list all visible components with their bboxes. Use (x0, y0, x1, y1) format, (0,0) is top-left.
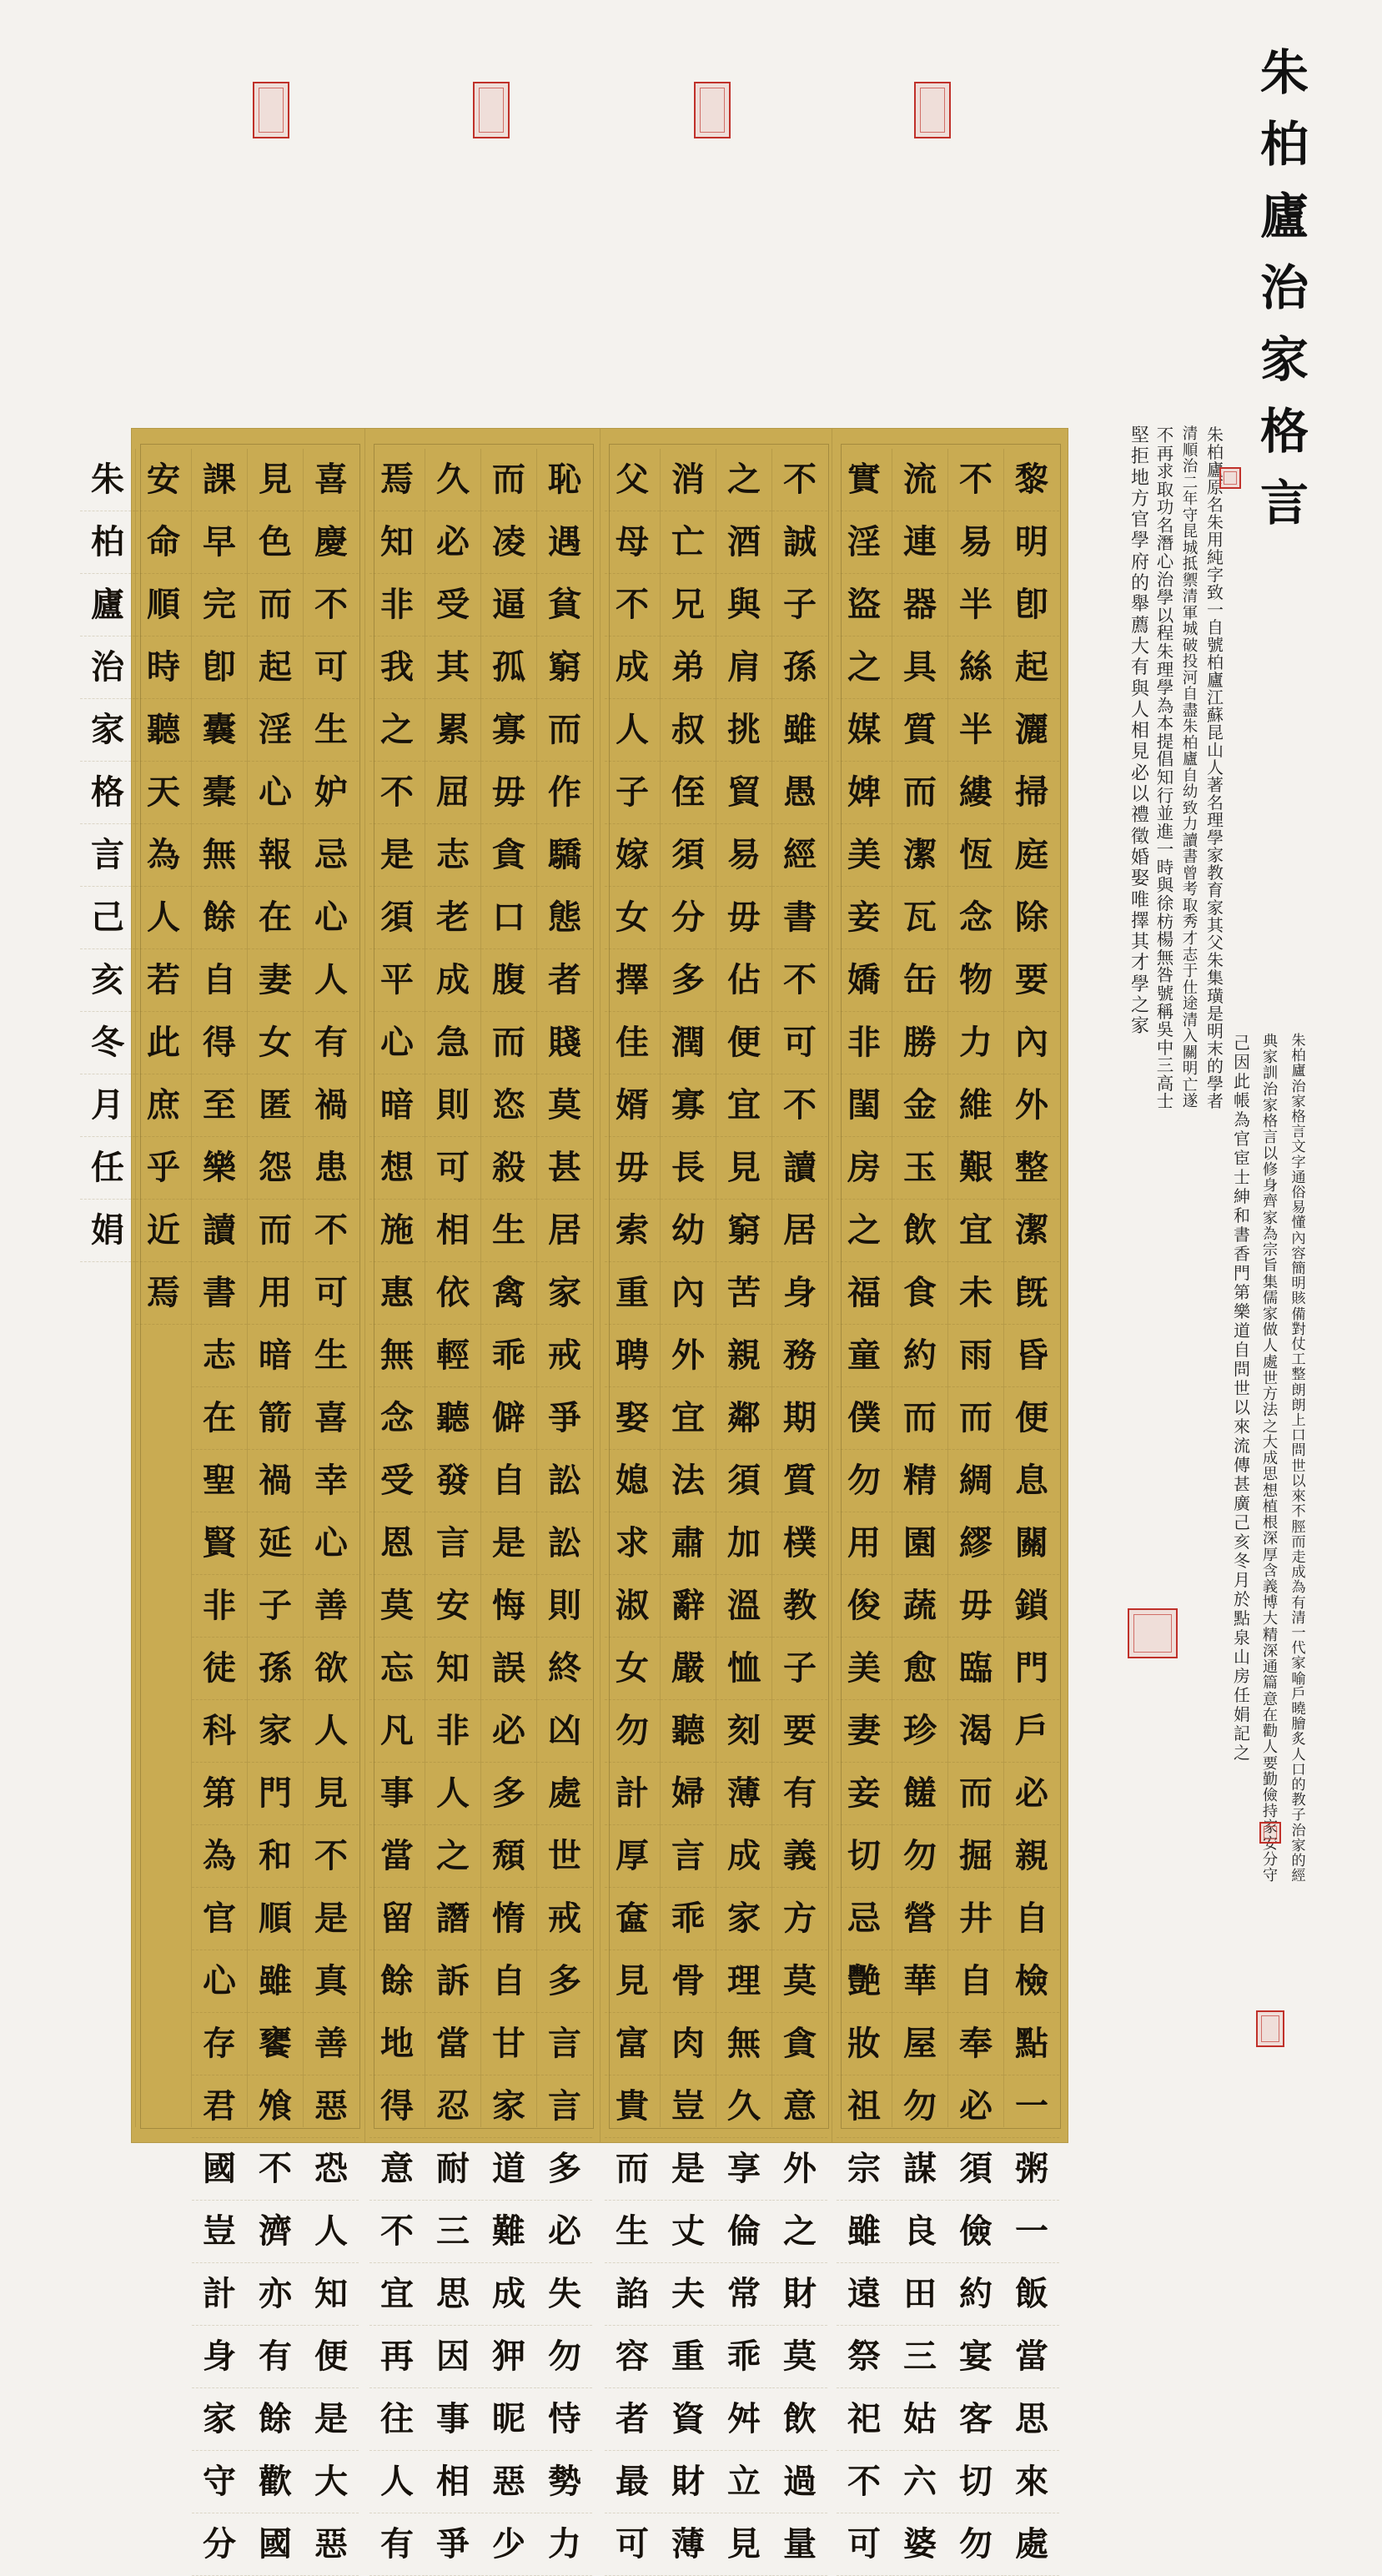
text-column: 見 色 而 起 淫 心 報 在 妻 女 匿 怨 而 用 暗 箭 禍 延 子 孫 家 門 和 順 雖 饔 飧 不 濟 亦 有 餘 歡 國 (247, 449, 303, 2127)
calligraphy-panel-1 (832, 429, 1068, 2563)
calligraphy-panel-2 (601, 429, 836, 2563)
note-column: 不 再 求 取 功 名 潛 心 治 學 以 程 朱 理 學 為 本 提 倡 知 行 並 進 一 時 與 徐 枋 楊 無 咎 號 稱 吳 中 三 高 士 (1156, 425, 1174, 1112)
text-column: 喜 慶 不 可 生 妒 忌 心 人 有 禍 患 不 可 生 喜 幸 心 善 欲 人 見 不 是 真 善 惡 恐 人 知 便 是 大 惡 (303, 449, 359, 2127)
text-column: 父 母 不 成 人 子 嫁 女 擇 佳 婿 毋 索 重 聘 娶 媳 求 淑 女 勿 計 厚 奩 見 富 貴 而 生 諂 容 者 最 可 (605, 449, 660, 2127)
seal-small-top (1219, 467, 1241, 489)
text-column: 流 連 器 具 質 而 潔 瓦 缶 勝 金 玉 飲 食 約 而 精 園 蔬 愈 珍 饈 勿 營 華 屋 勿 謀 良 田 三 姑 六 婆 (892, 449, 947, 2127)
text-column: 恥 遇 貧 窮 而 作 驕 態 者 賤 莫 甚 居 家 戒 爭 訟 訟 則 終 凶 處 世 戒 多 言 言 多 必 失 勿 恃 勢 力 (536, 449, 592, 2127)
text-column: 課 早 完 卽 囊 橐 無 餘 自 得 至 樂 讀 書 志 在 聖 賢 非 徒 科 第 為 官 心 存 君 國 豈 計 身 家 守 分 (191, 449, 247, 2127)
note-column: 典 家 訓 治 家 格 言 以 修 身 齊 家 為 宗 旨 集 儒 家 做 人 處 世 方 法 之 大 成 思 想 植 根 深 厚 含 義 博 大 精 深 通 篇 意 在 勸 人 要 勤 儉 持 家 安 分 守 (1262, 1033, 1279, 1885)
seal-stamp-3 (694, 82, 731, 138)
text-column: 朱 柏 廬 治 家 格 言 己 亥 冬 月 任 娟 (80, 449, 135, 2127)
text-column: 久 必 受 其 累 屈 志 老 成 急 則 可 相 依 輕 聽 發 言 安 知 非 人 之 譖 訴 當 忍 耐 三 思 因 事 相 爭 (425, 449, 480, 2127)
text-column: 焉 知 非 我 之 不 是 須 平 心 暗 想 施 惠 無 念 受 恩 莫 忘 凡 事 當 留 餘 地 得 意 不 宜 再 往 人 有 (369, 449, 425, 2127)
seal-stamp-1 (253, 82, 289, 138)
note-column: 朱 柏 廬 原 名 朱 用 純 字 致 一 自 號 柏 廬 江 蘇 昆 山 人 著 名 理 學 家 教 育 家 其 父 朱 集 璜 是 明 末 的 學 者 (1207, 425, 1224, 1111)
seal-square-middle (1128, 1608, 1178, 1658)
text-column: 不 易 半 絲 半 縷 恆 念 物 力 維 艱 宜 未 雨 而 綢 繆 毋 臨 渴 而 掘 井 自 奉 必 須 儉 約 宴 客 切 勿 (947, 449, 1003, 2127)
note-column: 己 因 此 帳 為 官 宦 士 紳 和 書 香 門 第 樂 道 自 問 世 以 來 流 傳 甚 廣 己 亥 冬 月 於 點 泉 山 房 任 娟 記 之 (1234, 1033, 1250, 1763)
calligraphy-panel-4 (91, 429, 367, 2563)
page-title: 朱 柏 廬 治 家 格 言 (1259, 44, 1309, 531)
text-column: 消 亡 兄 弟 叔 侄 須 分 多 潤 寡 長 幼 內 外 宜 法 肅 辭 嚴 聽 婦 言 乖 骨 肉 豈 是 丈 夫 重 資 財 薄 (660, 449, 716, 2127)
text-column: 之 酒 與 肩 挑 貿 易 毋 佔 便 宜 見 窮 苦 親 鄰 須 加 溫 恤 刻 薄 成 家 理 無 久 享 倫 常 乖 舛 立 見 (716, 449, 771, 2127)
seal-square-bottom (1256, 2010, 1284, 2047)
note-column: 朱 柏 廬 治 家 格 言 文 字 通 俗 易 懂 內 容 簡 明 賅 備 對 仗 工 整 朗 朗 上 口 問 世 以 來 不 脛 而 走 成 為 有 清 一 代 家 喻 戶 曉 膾 炙 人 口 的 教 子 治 家 的 經 (1291, 1033, 1306, 1885)
text-column: 而 凌 逼 孤 寡 毋 貪 口 腹 而 恣 殺 生 禽 乖 僻 自 是 悔 誤 必 多 頹 惰 自 甘 家 道 難 成 狎 昵 惡 少 (480, 449, 536, 2127)
note-column: 堅 拒 地 方 官 學 府 的 舉 薦 大 有 與 人 相 見 必 以 禮 徵 婚 娶 唯 擇 其 才 學 之 家 (1130, 425, 1149, 1038)
seal-stamp-4 (914, 82, 951, 138)
text-column: 黎 明 卽 起 灑 掃 庭 除 要 內 外 整 潔 旣 昏 便 息 關 鎖 門 戶 必 親 自 檢 點 一 粥 一 飯 當 思 來 處 (1003, 449, 1059, 2127)
text-column: 安 命 順 時 聽 天 為 人 若 此 庶 乎 近 焉 (135, 449, 191, 2127)
text-column: 不 誠 子 孫 雖 愚 經 書 不 可 不 讀 居 身 務 期 質 樸 教 子 要 有 義 方 莫 貪 意 外 之 財 莫 飲 過 量 (771, 449, 827, 2127)
text-column: 實 淫 盜 之 媒 婢 美 妾 嬌 非 閨 房 之 福 童 僕 勿 用 俊 美 妻 妾 切 忌 艷 妝 祖 宗 雖 遠 祭 祀 不 可 (837, 449, 892, 2127)
biography-note (1128, 427, 1228, 1111)
calligraphy-panel-3 (365, 429, 601, 2563)
note-column: 清 順 治 二 年 守 昆 城 抵 禦 清 軍 城 破 投 河 自 盡 朱 柏 廬 自 幼 致 力 讀 書 曾 考 取 秀 才 志 于 仕 途 清 入 關 明 亡 遂 (1182, 425, 1199, 1111)
seal-small-afterword (1259, 1822, 1281, 1844)
seal-stamp-2 (473, 82, 510, 138)
afterword-note (1221, 1034, 1313, 1885)
